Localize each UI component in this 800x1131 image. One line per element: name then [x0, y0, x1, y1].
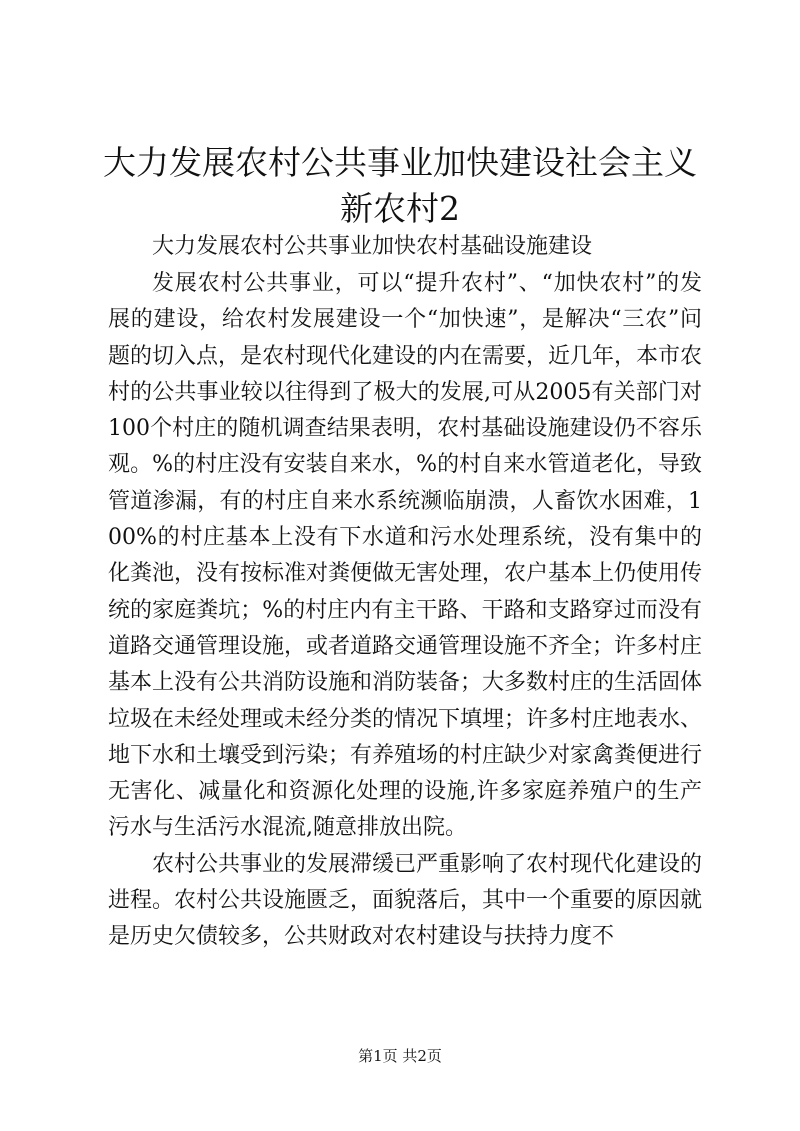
- page-number-footer: 第1页 共2页: [358, 1047, 442, 1065]
- document-body: [108, 266, 702, 956]
- paragraph: 农村公共事业的发展滞缓已严重影响了农村现代化建设的进程。农村公共设施匮乏，面貌落后，其中一个重要的原因就是历史欠债较多，公共财政对农村建设与扶持力度不: [108, 851, 703, 950]
- document-title: 大力发展农村公共事业加快建设社会主义新农村2: [103, 143, 697, 228]
- paragraph: 发展农村公共事业，可以“提升农村”、“加快农村”的发展的建设，给农村发展建设一个“加快速”，是解决“三农”问题的切入点，是农村现代化建设的内在需要，近几年，本市农村的公共事业较以往得到了极大的发展,可从2005有关部门对100个村庄的随机调查结果表明，农村基础设施建设仍不容乐观。%的村庄没有安装自来水，%的村自来水管道老化，导致管道渗漏，有的村庄自来水系统濒临崩溃，人畜饮水困难，100%的村庄基本上没有下水道和污水处理系统，没有集中的化粪池，没有按标准对粪便做无害处理，农户基本上仍使用传统的家庭粪坑；%的村庄内有主干路、干路和支路穿过而没有道路交通管理设施，或者道路交通管理设施不齐全；许多村庄基本上没有公共消防设施和消防装备；大多数村庄的生活固体垃圾在未经处理或未经分类的情况下填埋；许多村庄地表水、地下水和土壤受到污染；有养殖场的村庄缺少对家禽粪便进行无害化、减量化和资源化处理的设施,许多家庭养殖户的生产污水与生活污水混流,随意排放出院。: [108, 271, 703, 841]
- document-subtitle: 大力发展农村公共事业加快农村基础设施建设: [152, 234, 593, 259]
